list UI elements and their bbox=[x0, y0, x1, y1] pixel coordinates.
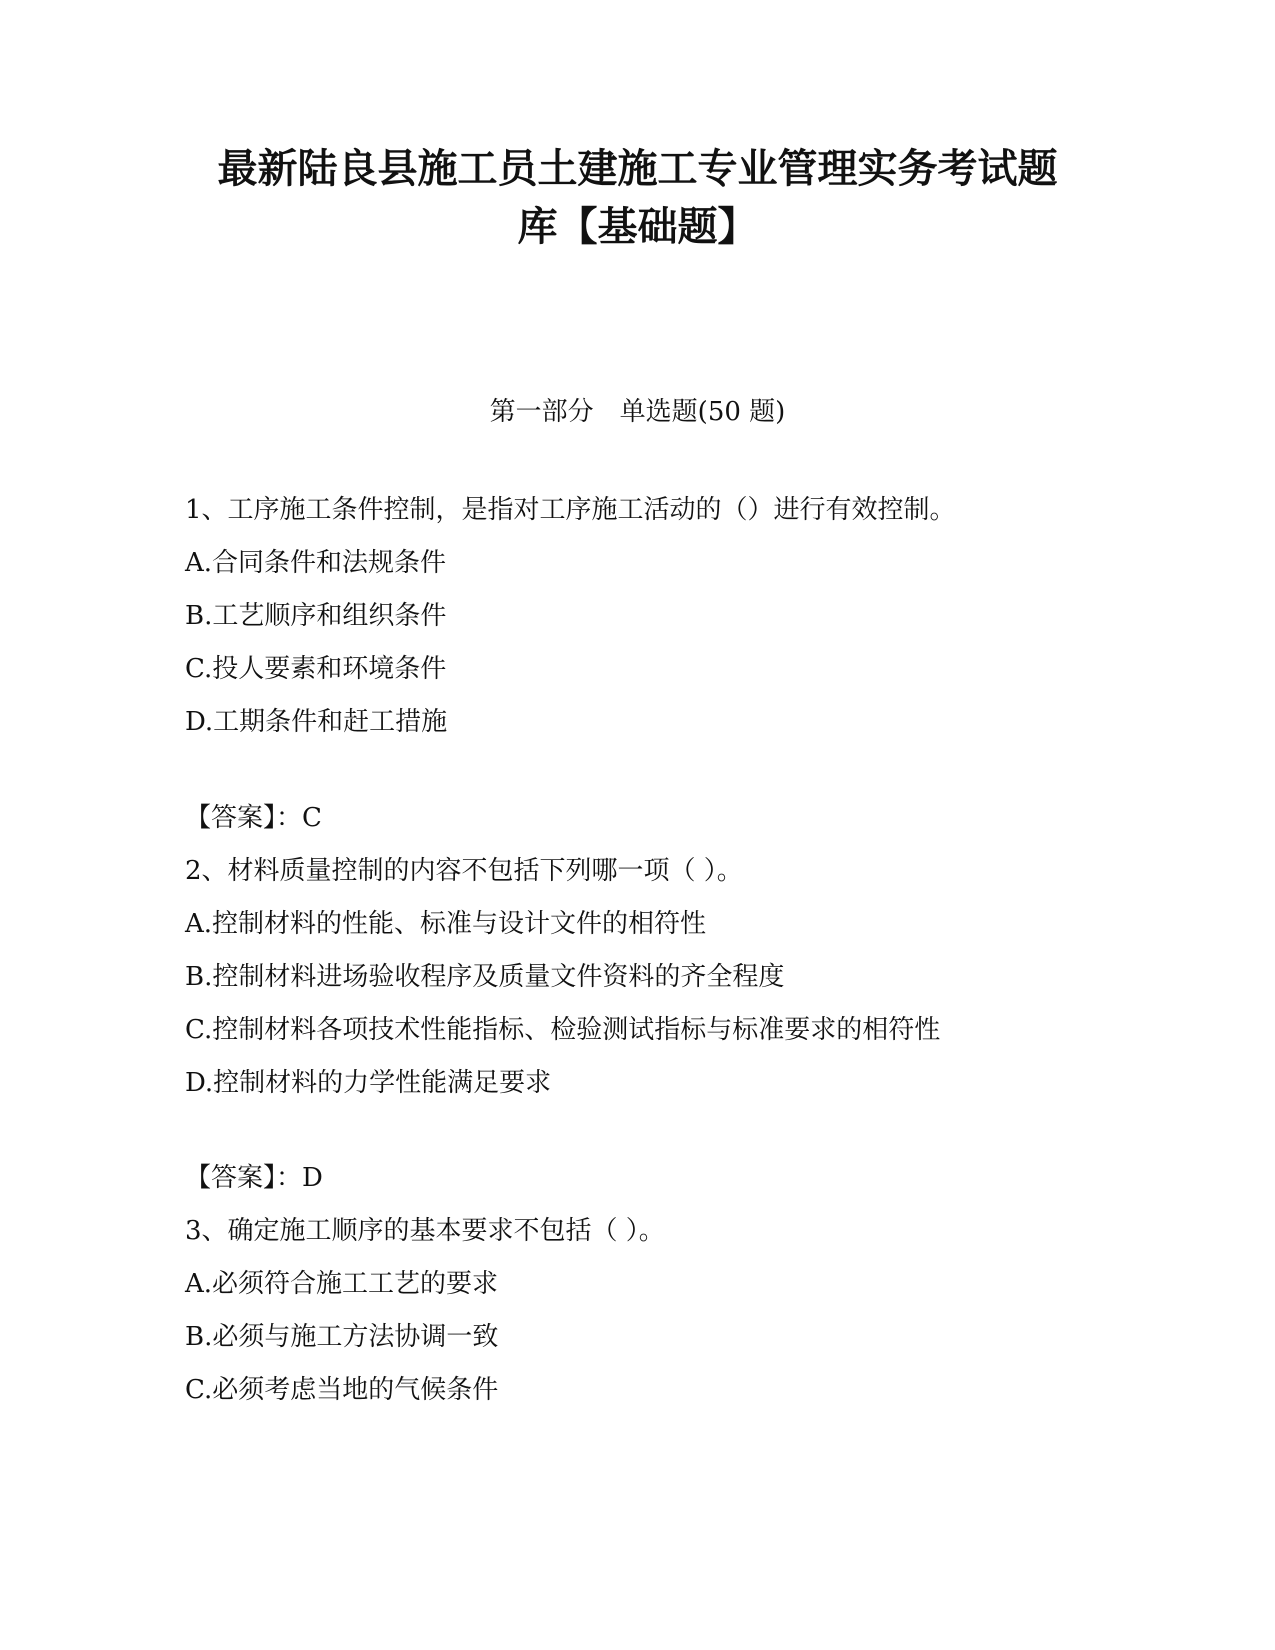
question-1-option-a: A.合同条件和法规条件 bbox=[185, 548, 447, 578]
question-2-option-a: A.控制材料的性能、标准与设计文件的相符性 bbox=[185, 909, 707, 939]
question-2-option-b: B.控制材料进场验收程序及质量文件资料的齐全程度 bbox=[185, 962, 785, 992]
question-2-answer: 【答案】：D bbox=[185, 1163, 323, 1193]
question-1-option-c: C.投人要素和环境条件 bbox=[185, 654, 447, 684]
question-1-option-d: D.工期条件和赶工措施 bbox=[185, 707, 448, 737]
question-3-option-b: B.必须与施工方法协调一致 bbox=[185, 1322, 499, 1352]
document-title-line-1: 最新陆良县施工员土建施工专业管理实务考试题 bbox=[217, 145, 1058, 192]
question-3-option-c: C.必须考虑当地的气候条件 bbox=[185, 1375, 499, 1405]
question-2-option-d: D.控制材料的力学性能满足要求 bbox=[185, 1068, 552, 1098]
question-3-option-a: A.必须符合施工工艺的要求 bbox=[185, 1269, 499, 1299]
document-title-line-2: 库【基础题】 bbox=[517, 203, 758, 250]
section-heading: 第一部分 单选题(50 题) bbox=[489, 397, 786, 427]
question-1-answer: 【答案】：C bbox=[185, 803, 322, 833]
question-3-stem: 3、确定施工顺序的基本要求不包括（ ）。 bbox=[185, 1216, 665, 1246]
document-title bbox=[150, 140, 1125, 256]
question-2-option-c: C.控制材料各项技术性能指标、检验测试指标与标准要求的相符性 bbox=[185, 1015, 941, 1045]
question-1-option-b: B.工艺顺序和组织条件 bbox=[185, 601, 447, 631]
question-1-stem: 1、工序施工条件控制，是指对工序施工活动的（）进行有效控制。 bbox=[185, 495, 956, 525]
question-2-stem: 2、材料质量控制的内容不包括下列哪一项（ ）。 bbox=[185, 856, 743, 886]
